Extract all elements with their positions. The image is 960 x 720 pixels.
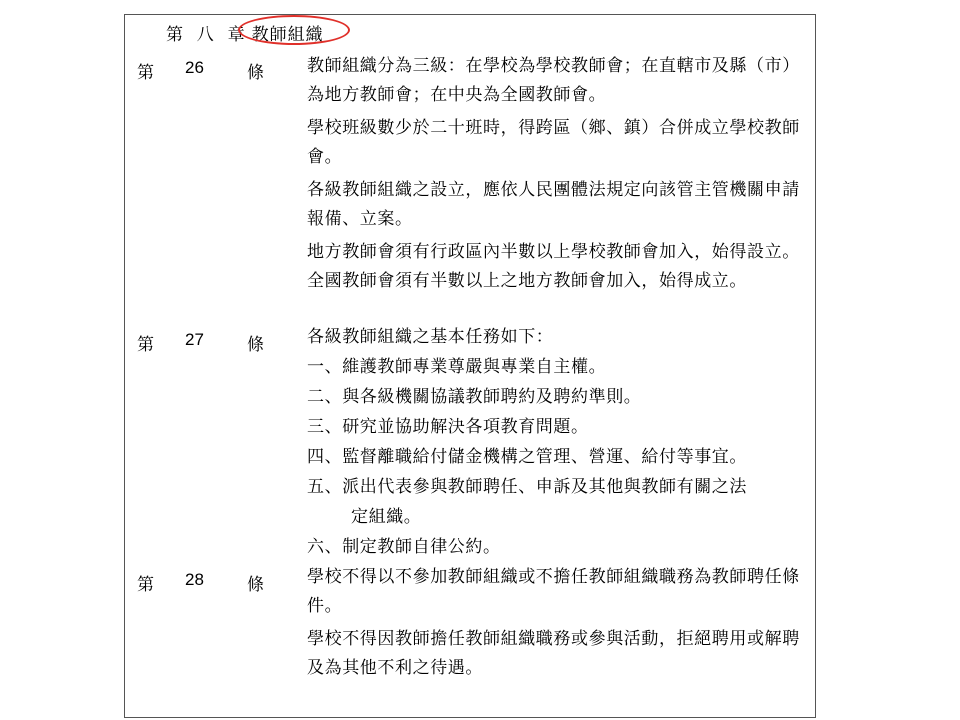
article-28-tiao: 條 (247, 575, 264, 595)
article-27-item: 四、監督離職給付儲金機構之管理、營運、給付等事宜。 (307, 447, 747, 467)
article-27-item: 五、派出代表參與教師聘任、申訴及其他與教師有關之法 (307, 477, 747, 497)
article-28-number: 28 (185, 570, 204, 589)
article-27-number: 27 (185, 330, 204, 349)
article-26-paragraph: 教師組織分為三級：在學校為學校教師會；在直轄市及縣（市）為地方教師會；在中央為全國教師會。 (307, 56, 800, 105)
article-27-item: 三、研究並協助解決各項教育問題。 (307, 417, 589, 437)
article-26-tiao: 條 (247, 63, 264, 83)
article-26-di: 第 (137, 63, 154, 83)
article-27-tiao: 條 (247, 335, 264, 355)
article-28-paragraph: 學校不得因教師擔任教師組織職務或參與活動，拒絕聘用或解聘及為其他不利之待遇。 (307, 629, 800, 678)
article-27-item: 一、維護教師專業尊嚴與專業自主權。 (307, 357, 607, 377)
highlight-circle (238, 15, 350, 45)
article-27-item-continuation: 定組織。 (351, 507, 422, 527)
article-26-number: 26 (185, 58, 204, 77)
article-27-body (307, 322, 805, 562)
article-27-item: 二、與各級機關協議教師聘約及聘約準則。 (307, 387, 642, 407)
article-27-di: 第 (137, 335, 154, 355)
article-26-paragraph: 各級教師組織之設立，應依人民團體法規定向該管主管機關申請報備、立案。 (307, 180, 800, 229)
article-27-item: 六、制定教師自律公約。 (307, 537, 501, 557)
article-26-body (307, 52, 805, 300)
article-26-paragraph: 地方教師會須有行政區內半數以上學校教師會加入，始得設立。全國教師會須有半數以上之地方教師會加入，始得成立。 (307, 242, 800, 291)
article-26-paragraph: 學校班級數少於二十班時，得跨區（鄉、鎮）合併成立學校教師會。 (307, 118, 800, 167)
article-28-body (307, 563, 805, 687)
article-28-di: 第 (137, 575, 154, 595)
chapter-title: 教師組織 (251, 25, 324, 45)
article-28-paragraph: 學校不得以不參加教師組織或不擔任教師組織職務為教師聘任條件。 (307, 567, 800, 616)
chapter-label: 第 八 章 (166, 25, 246, 45)
article-27-intro: 各級教師組織之基本任務如下： (307, 327, 554, 347)
